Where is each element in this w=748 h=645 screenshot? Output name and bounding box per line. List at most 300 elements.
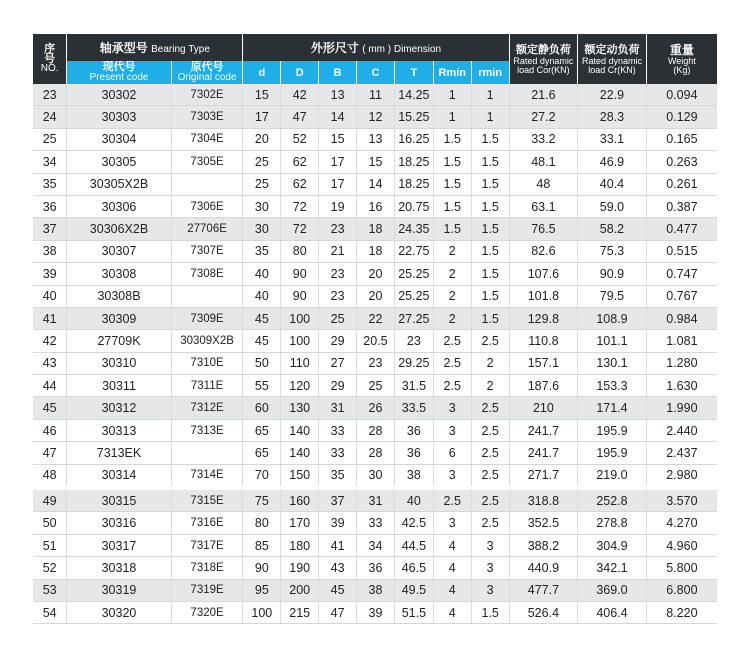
dim-rmin-cell: 2.5 (471, 512, 509, 534)
dim-rmin-cell: 2 (471, 375, 509, 397)
dim-T-cell: 18.25 (394, 151, 433, 173)
dim-B-cell: 33 (319, 419, 357, 441)
dim-Rmin-cell: 4 (433, 579, 471, 601)
table-row (33, 419, 717, 441)
dim-Rmin-cell: 4 (433, 557, 471, 579)
dim-D-cell: 215 (281, 601, 319, 623)
dim-rmin-cell: 1.5 (471, 240, 509, 262)
dim-C-cell: 18 (357, 240, 395, 262)
dim-d-cell: 50 (243, 352, 281, 374)
dim-rmin-cell: 2.5 (471, 330, 509, 352)
present-code-cell: 30311 (67, 375, 171, 397)
dynamic-load-cell: 90.9 (578, 263, 647, 285)
static-load-cell: 63.1 (509, 195, 578, 217)
dim-Rmin-cell: 1.5 (433, 195, 471, 217)
dim-T-cell: 23 (394, 330, 433, 352)
bearing-type-header (67, 34, 243, 61)
dim-d-cell: 45 (243, 330, 281, 352)
weight-cell: 2.437 (646, 442, 717, 464)
dim-d-cell: 30 (243, 218, 281, 240)
dim-B-cell: 27 (319, 352, 357, 374)
dim-rmin-cell: 1 (471, 106, 509, 128)
dim-C-cell: 38 (357, 579, 395, 601)
row-no-cell: 52 (33, 557, 67, 579)
present-code-cell: 30304 (67, 128, 171, 150)
dim-d-cell: 15 (243, 84, 281, 106)
dim-D-cell: 160 (281, 488, 319, 512)
present-code-cell: 30319 (67, 579, 171, 601)
dynamic-load-cell: 278.8 (578, 512, 647, 534)
present-code-cell: 30315 (67, 488, 171, 512)
static-load-en2: load Cor(KN) (517, 64, 570, 75)
dim-C-cell: 28 (357, 442, 395, 464)
dim-C-cell: 31 (357, 488, 395, 512)
dynamic-load-header (578, 34, 647, 84)
weight-cell: 0.387 (646, 195, 717, 217)
col-D-header: D (281, 61, 319, 84)
row-no-cell: 34 (33, 151, 67, 173)
original-code-cell: 7316E (171, 512, 243, 534)
col-rmin-header: rmin (471, 61, 509, 84)
dynamic-load-cell: 28.3 (578, 106, 647, 128)
static-load-header (509, 34, 578, 84)
original-code-cell: 7311E (171, 375, 243, 397)
original-code-cell: 7319E (171, 579, 243, 601)
dim-D-cell: 100 (281, 307, 319, 329)
dim-D-cell: 90 (281, 285, 319, 307)
dim-Rmin-cell: 6 (433, 442, 471, 464)
dim-C-cell: 18 (357, 218, 395, 240)
table-row (33, 352, 717, 374)
dynamic-load-en1: Rated dynamic (581, 55, 642, 66)
dim-d-cell: 40 (243, 285, 281, 307)
dim-D-cell: 190 (281, 557, 319, 579)
seq-header-cn: 序号 (44, 43, 56, 65)
dim-Rmin-cell: 2 (433, 307, 471, 329)
dim-T-cell: 15.25 (394, 106, 433, 128)
dim-B-cell: 33 (319, 442, 357, 464)
dim-Rmin-cell: 1 (433, 106, 471, 128)
original-code-cell: 7310E (171, 352, 243, 374)
table-row (33, 240, 717, 262)
static-load-cell: 27.2 (509, 106, 578, 128)
dim-Rmin-cell: 4 (433, 534, 471, 556)
original-code-cell (171, 285, 243, 307)
original-code-cn: 原代号 (190, 61, 224, 73)
present-code-cell: 30306 (67, 195, 171, 217)
dim-T-cell: 14.25 (394, 84, 433, 106)
dim-T-cell: 40 (394, 488, 433, 512)
dim-d-cell: 20 (243, 128, 281, 150)
row-no-cell: 49 (33, 488, 67, 512)
static-load-cell: 526.4 (509, 601, 578, 623)
dim-Rmin-cell: 1 (433, 84, 471, 106)
dim-rmin-cell: 1.5 (471, 218, 509, 240)
dynamic-load-cell: 79.5 (578, 285, 647, 307)
static-load-cell: 76.5 (509, 218, 578, 240)
weight-cell: 4.270 (646, 512, 717, 534)
dim-C-cell: 34 (357, 534, 395, 556)
present-code-cell: 30313 (67, 419, 171, 441)
static-load-cell: 110.8 (509, 330, 578, 352)
present-code-cell: 30305 (67, 151, 171, 173)
row-no-cell: 53 (33, 579, 67, 601)
static-load-cell: 82.6 (509, 240, 578, 262)
static-load-cell: 48 (509, 173, 578, 195)
dynamic-load-en2: load Cr(KN) (588, 64, 636, 75)
dim-T-cell: 36 (394, 419, 433, 441)
dim-B-cell: 21 (319, 240, 357, 262)
table-row (33, 285, 717, 307)
present-code-cell: 30314 (67, 464, 171, 488)
dynamic-load-cell: 22.9 (578, 84, 647, 106)
dim-T-cell: 49.5 (394, 579, 433, 601)
table-row (33, 601, 717, 623)
dimension-header (243, 34, 509, 61)
dim-C-cell: 20 (357, 263, 395, 285)
dim-rmin-cell: 1.5 (471, 128, 509, 150)
seq-header-en: NO. (40, 63, 59, 74)
static-load-en1: Rated dynamic (513, 55, 574, 66)
dim-rmin-cell: 3 (471, 557, 509, 579)
dim-C-cell: 20.5 (357, 330, 395, 352)
static-load-cell: 107.6 (509, 263, 578, 285)
dim-T-cell: 46.5 (394, 557, 433, 579)
dim-B-cell: 19 (319, 195, 357, 217)
col-B-header: B (319, 61, 357, 84)
row-no-cell: 44 (33, 375, 67, 397)
row-no-cell: 48 (33, 464, 67, 488)
dynamic-load-cell: 342.1 (578, 557, 647, 579)
table-row (33, 330, 717, 352)
dim-D-cell: 120 (281, 375, 319, 397)
table-row (33, 512, 717, 534)
original-code-cell: 7302E (171, 84, 243, 106)
weight-en1: Weight (667, 56, 696, 66)
static-load-cell: 101.8 (509, 285, 578, 307)
weight-cell: 1.630 (646, 375, 717, 397)
dim-d-cell: 35 (243, 240, 281, 262)
col-C-header: C (357, 61, 395, 84)
row-no-cell: 38 (33, 240, 67, 262)
dim-Rmin-cell: 3 (433, 512, 471, 534)
dim-Rmin-cell: 3 (433, 464, 471, 488)
dim-C-cell: 11 (357, 84, 395, 106)
dim-D-cell: 72 (281, 195, 319, 217)
dim-Rmin-cell: 1.5 (433, 128, 471, 150)
dim-B-cell: 29 (319, 330, 357, 352)
table-row (33, 397, 717, 419)
dim-rmin-cell: 1.5 (471, 601, 509, 623)
dynamic-load-cell: 171.4 (578, 397, 647, 419)
original-code-cell: 7305E (171, 151, 243, 173)
dim-D-cell: 140 (281, 442, 319, 464)
present-code-cell: 30317 (67, 534, 171, 556)
weight-cell: 0.094 (646, 84, 717, 106)
table-row (33, 307, 717, 329)
dim-D-cell: 62 (281, 173, 319, 195)
dim-T-cell: 36 (394, 442, 433, 464)
dim-B-cell: 15 (319, 128, 357, 150)
dim-D-cell: 130 (281, 397, 319, 419)
dim-D-cell: 150 (281, 464, 319, 488)
row-no-cell: 42 (33, 330, 67, 352)
dim-B-cell: 25 (319, 307, 357, 329)
weight-cell: 8.220 (646, 601, 717, 623)
row-no-cell: 25 (33, 128, 67, 150)
bearing-spec-table (33, 34, 717, 624)
col-Rmin-header: Rmin (433, 61, 471, 84)
dim-rmin-cell: 2.5 (471, 419, 509, 441)
row-no-cell: 37 (33, 218, 67, 240)
dim-B-cell: 37 (319, 488, 357, 512)
dynamic-load-cell: 369.0 (578, 579, 647, 601)
dim-d-cell: 25 (243, 151, 281, 173)
row-no-cell: 54 (33, 601, 67, 623)
original-code-cell: 7318E (171, 557, 243, 579)
table-row (33, 442, 717, 464)
dim-rmin-cell: 1.5 (471, 195, 509, 217)
original-code-cell: 7313E (171, 419, 243, 441)
dim-T-cell: 29.25 (394, 352, 433, 374)
weight-en2: (Kg) (673, 65, 691, 75)
original-code-cell: 7309E (171, 307, 243, 329)
static-load-cell: 21.6 (509, 84, 578, 106)
row-no-cell: 36 (33, 195, 67, 217)
static-load-cell: 157.1 (509, 352, 578, 374)
col-T-header: T (394, 61, 433, 84)
dim-C-cell: 14 (357, 173, 395, 195)
dynamic-load-cell: 219.0 (578, 464, 647, 488)
dim-T-cell: 42.5 (394, 512, 433, 534)
weight-cell: 1.081 (646, 330, 717, 352)
weight-cell: 2.980 (646, 464, 717, 488)
weight-cell: 4.960 (646, 534, 717, 556)
dim-T-cell: 20.75 (394, 195, 433, 217)
dim-d-cell: 80 (243, 512, 281, 534)
row-no-cell: 51 (33, 534, 67, 556)
dim-C-cell: 30 (357, 464, 395, 488)
row-no-cell: 24 (33, 106, 67, 128)
col-d-header: d (243, 61, 281, 84)
dim-rmin-cell: 1.5 (471, 307, 509, 329)
dynamic-load-cell: 101.1 (578, 330, 647, 352)
weight-cell: 0.129 (646, 106, 717, 128)
dynamic-load-cell: 195.9 (578, 442, 647, 464)
dim-d-cell: 75 (243, 488, 281, 512)
dynamic-load-cell: 153.3 (578, 375, 647, 397)
present-code-cell: 30308B (67, 285, 171, 307)
present-code-cell: 30305X2B (67, 173, 171, 195)
dim-B-cell: 35 (319, 464, 357, 488)
dim-B-cell: 23 (319, 263, 357, 285)
bearing-type-en: Bearing Type (151, 44, 210, 55)
static-load-cell: 48.1 (509, 151, 578, 173)
dim-Rmin-cell: 2 (433, 240, 471, 262)
dim-C-cell: 28 (357, 419, 395, 441)
row-no-cell: 41 (33, 307, 67, 329)
weight-cell: 0.747 (646, 263, 717, 285)
weight-cell: 1.280 (646, 352, 717, 374)
table-row (33, 195, 717, 217)
dynamic-load-cell: 33.1 (578, 128, 647, 150)
static-load-cell: 388.2 (509, 534, 578, 556)
dim-D-cell: 62 (281, 151, 319, 173)
dim-D-cell: 140 (281, 419, 319, 441)
original-code-cell: 30309X2B (171, 330, 243, 352)
dim-B-cell: 47 (319, 601, 357, 623)
table-row (33, 173, 717, 195)
dim-T-cell: 38 (394, 464, 433, 488)
dim-Rmin-cell: 2.5 (433, 488, 471, 512)
dynamic-load-cell: 406.4 (578, 601, 647, 623)
weight-cn: 重量 (669, 43, 694, 57)
static-load-cell: 477.7 (509, 579, 578, 601)
dim-C-cell: 36 (357, 557, 395, 579)
original-code-cell: 7320E (171, 601, 243, 623)
dim-B-cell: 17 (319, 173, 357, 195)
dim-B-cell: 23 (319, 285, 357, 307)
original-code-cell: 7312E (171, 397, 243, 419)
dim-rmin-cell: 2.5 (471, 442, 509, 464)
dim-T-cell: 44.5 (394, 534, 433, 556)
original-code-cell: 7314E (171, 464, 243, 488)
table-row (33, 557, 717, 579)
dim-T-cell: 33.5 (394, 397, 433, 419)
table-row (33, 84, 717, 106)
dynamic-load-cell: 59.0 (578, 195, 647, 217)
original-code-cell: 7315E (171, 488, 243, 512)
weight-cell: 0.767 (646, 285, 717, 307)
dim-T-cell: 27.25 (394, 307, 433, 329)
table-row (33, 488, 717, 512)
original-code-cell: 7307E (171, 240, 243, 262)
row-no-cell: 23 (33, 84, 67, 106)
dim-Rmin-cell: 3 (433, 419, 471, 441)
row-no-cell: 50 (33, 512, 67, 534)
dynamic-load-cell: 304.9 (578, 534, 647, 556)
present-code-cell: 30307 (67, 240, 171, 262)
present-code-cell: 30312 (67, 397, 171, 419)
dim-d-cell: 17 (243, 106, 281, 128)
present-code-cn: 现代号 (102, 61, 136, 73)
dim-D-cell: 90 (281, 263, 319, 285)
original-code-cell (171, 442, 243, 464)
table-header (33, 34, 717, 84)
dim-T-cell: 18.25 (394, 173, 433, 195)
dim-d-cell: 90 (243, 557, 281, 579)
dim-D-cell: 80 (281, 240, 319, 262)
present-code-en: Present code (89, 72, 149, 83)
dynamic-load-cell: 58.2 (578, 218, 647, 240)
dim-rmin-cell: 1.5 (471, 173, 509, 195)
weight-cell: 0.515 (646, 240, 717, 262)
dim-d-cell: 40 (243, 263, 281, 285)
dim-rmin-cell: 2.5 (471, 397, 509, 419)
dim-Rmin-cell: 1.5 (433, 218, 471, 240)
dim-d-cell: 100 (243, 601, 281, 623)
weight-cell: 0.477 (646, 218, 717, 240)
original-code-cell (171, 173, 243, 195)
dim-B-cell: 39 (319, 512, 357, 534)
dim-rmin-cell: 2.5 (471, 464, 509, 488)
table-row (33, 128, 717, 150)
table-row (33, 375, 717, 397)
static-load-cell: 210 (509, 397, 578, 419)
dim-d-cell: 60 (243, 397, 281, 419)
present-code-cell: 27709K (67, 330, 171, 352)
dim-D-cell: 180 (281, 534, 319, 556)
dynamic-load-cell: 75.3 (578, 240, 647, 262)
weight-cell: 3.570 (646, 488, 717, 512)
dim-B-cell: 13 (319, 84, 357, 106)
row-no-cell: 43 (33, 352, 67, 374)
dimension-cn: 外形尺寸 (310, 41, 359, 55)
weight-cell: 2.440 (646, 419, 717, 441)
present-code-cell: 30302 (67, 84, 171, 106)
dynamic-load-cell: 195.9 (578, 419, 647, 441)
present-code-cell: 7313EK (67, 442, 171, 464)
table-row (33, 218, 717, 240)
original-code-cell: 7308E (171, 263, 243, 285)
dim-Rmin-cell: 2.5 (433, 375, 471, 397)
dim-rmin-cell: 2.5 (471, 488, 509, 512)
dim-Rmin-cell: 2.5 (433, 352, 471, 374)
weight-cell: 5.800 (646, 557, 717, 579)
dim-d-cell: 55 (243, 375, 281, 397)
dim-d-cell: 85 (243, 534, 281, 556)
dim-D-cell: 110 (281, 352, 319, 374)
table-row (33, 534, 717, 556)
dim-C-cell: 23 (357, 352, 395, 374)
original-code-cell: 7306E (171, 195, 243, 217)
dim-Rmin-cell: 1.5 (433, 173, 471, 195)
static-load-cell: 129.8 (509, 307, 578, 329)
present-code-cell: 30306X2B (67, 218, 171, 240)
dim-D-cell: 52 (281, 128, 319, 150)
original-code-cell: 7303E (171, 106, 243, 128)
dim-Rmin-cell: 2 (433, 263, 471, 285)
dim-T-cell: 31.5 (394, 375, 433, 397)
dim-d-cell: 65 (243, 419, 281, 441)
row-no-cell: 46 (33, 419, 67, 441)
present-code-cell: 30309 (67, 307, 171, 329)
dim-d-cell: 45 (243, 307, 281, 329)
dim-D-cell: 47 (281, 106, 319, 128)
present-code-cell: 30320 (67, 601, 171, 623)
dynamic-load-cell: 46.9 (578, 151, 647, 173)
table-row (33, 464, 717, 488)
original-code-cell: 7317E (171, 534, 243, 556)
dynamic-load-cell: 40.4 (578, 173, 647, 195)
dim-d-cell: 70 (243, 464, 281, 488)
present-code-cell: 30303 (67, 106, 171, 128)
weight-cell: 0.165 (646, 128, 717, 150)
row-no-cell: 45 (33, 397, 67, 419)
table-body (33, 84, 717, 624)
dim-C-cell: 25 (357, 375, 395, 397)
dim-C-cell: 15 (357, 151, 395, 173)
dim-B-cell: 23 (319, 218, 357, 240)
dim-d-cell: 25 (243, 173, 281, 195)
dim-T-cell: 25.25 (394, 263, 433, 285)
original-code-header (171, 61, 243, 84)
present-code-header (67, 61, 171, 84)
dim-B-cell: 31 (319, 397, 357, 419)
dim-Rmin-cell: 3 (433, 397, 471, 419)
dim-Rmin-cell: 4 (433, 601, 471, 623)
present-code-cell: 30308 (67, 263, 171, 285)
